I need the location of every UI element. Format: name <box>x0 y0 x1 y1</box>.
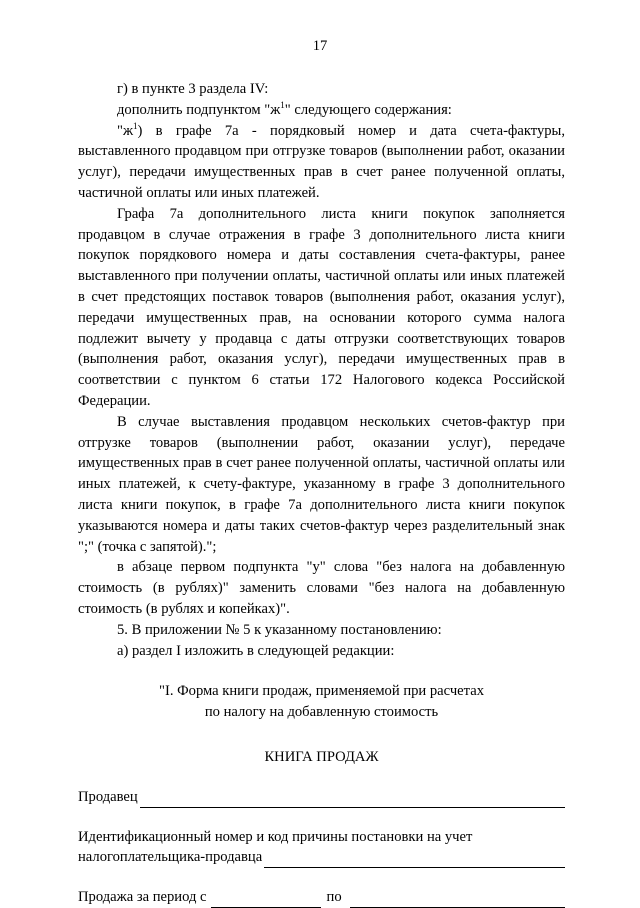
inn-label-line-1: Идентификационный номер и код причины постановки на учет <box>78 828 473 845</box>
inn-label-line-2: налогоплательщика-продавца <box>78 849 263 866</box>
paragraph-4: Графа 7а дополнительного листа книги покупок заполняется продавцом в случае отражения в графе 3 дополнительного листа книги покупок порядкового номера и даты составления счета-фактуры, ранее выставленного при получении оплаты, частичной оплаты или иных платежей в счет предстоящих поставок товаров (выполнения работ, оказания услуг), передачи имущественных прав, на основании которого сумма налога подлежит вычету у продавца с даты отгрузки соответствующих товаров (выполнения работ, оказания услуг), передачи имущественных прав в соответствии с пунктом 6 статьи 172 Налогового кодекса Российской Федерации. <box>78 205 565 409</box>
paragraph-8: а) раздел I изложить в следующей редакции: <box>117 642 395 659</box>
seller-label: Продавец <box>78 788 138 805</box>
book-title: КНИГА ПРОДАЖ <box>264 748 379 765</box>
inn-field[interactable] <box>264 851 565 868</box>
paragraph-7: 5. В приложении № 5 к указанному постановлению: <box>117 621 442 638</box>
period-to-label: по <box>326 889 342 906</box>
page-number: 17 <box>312 38 328 54</box>
period-to-field[interactable] <box>350 891 565 908</box>
section-title-line-1: "I. Форма книги продаж, применяемой при расчетах <box>159 683 484 700</box>
inn-row <box>78 847 565 868</box>
section-title-line-2: по налогу на добавленную стоимость <box>204 704 439 721</box>
paragraph-2: дополнить подпунктом "$ж^1$" следующего содержания: <box>117 99 452 118</box>
paragraph-6: в абзаце первом подпункта "у" слова "без налога на добавленную стоимость (в рублях)" заменить словами "без налога на добавленную стоимость (в рублях и копейках)". <box>78 559 565 617</box>
paragraph-5: В случае выставления продавцом нескольких счетов-фактур при отгрузке товаров (выполнении работ, оказании услуг), передаче имущественных прав в счет ранее полученной оплаты, частичной оплаты или иных платежей, к счету-фактуре, указанному в графе 3 дополнительного листа книги покупок, в графе 7а дополнительного листа книги покупок указываются номера и даты таких счетов-фактур через разделительный знак ";" (точка с запятой)."; <box>78 413 565 555</box>
paragraph-3: "$ж^1$) в графе 7а - порядковый номер и дата счета-фактуры, выставленного продавцом при отгрузке товаров (выполнении работ, оказании услуг), передачи имущественных прав в счет ранее полученной оплаты, частичной оплаты или иных платежей. <box>78 120 565 201</box>
period-from-label: Продажа за период с <box>78 889 207 906</box>
seller-row <box>78 787 565 808</box>
period-from-field[interactable] <box>211 891 321 908</box>
seller-field[interactable] <box>140 791 565 808</box>
paragraph-1: г) в пункте 3 раздела IV: <box>117 81 269 97</box>
document-body <box>78 79 565 908</box>
